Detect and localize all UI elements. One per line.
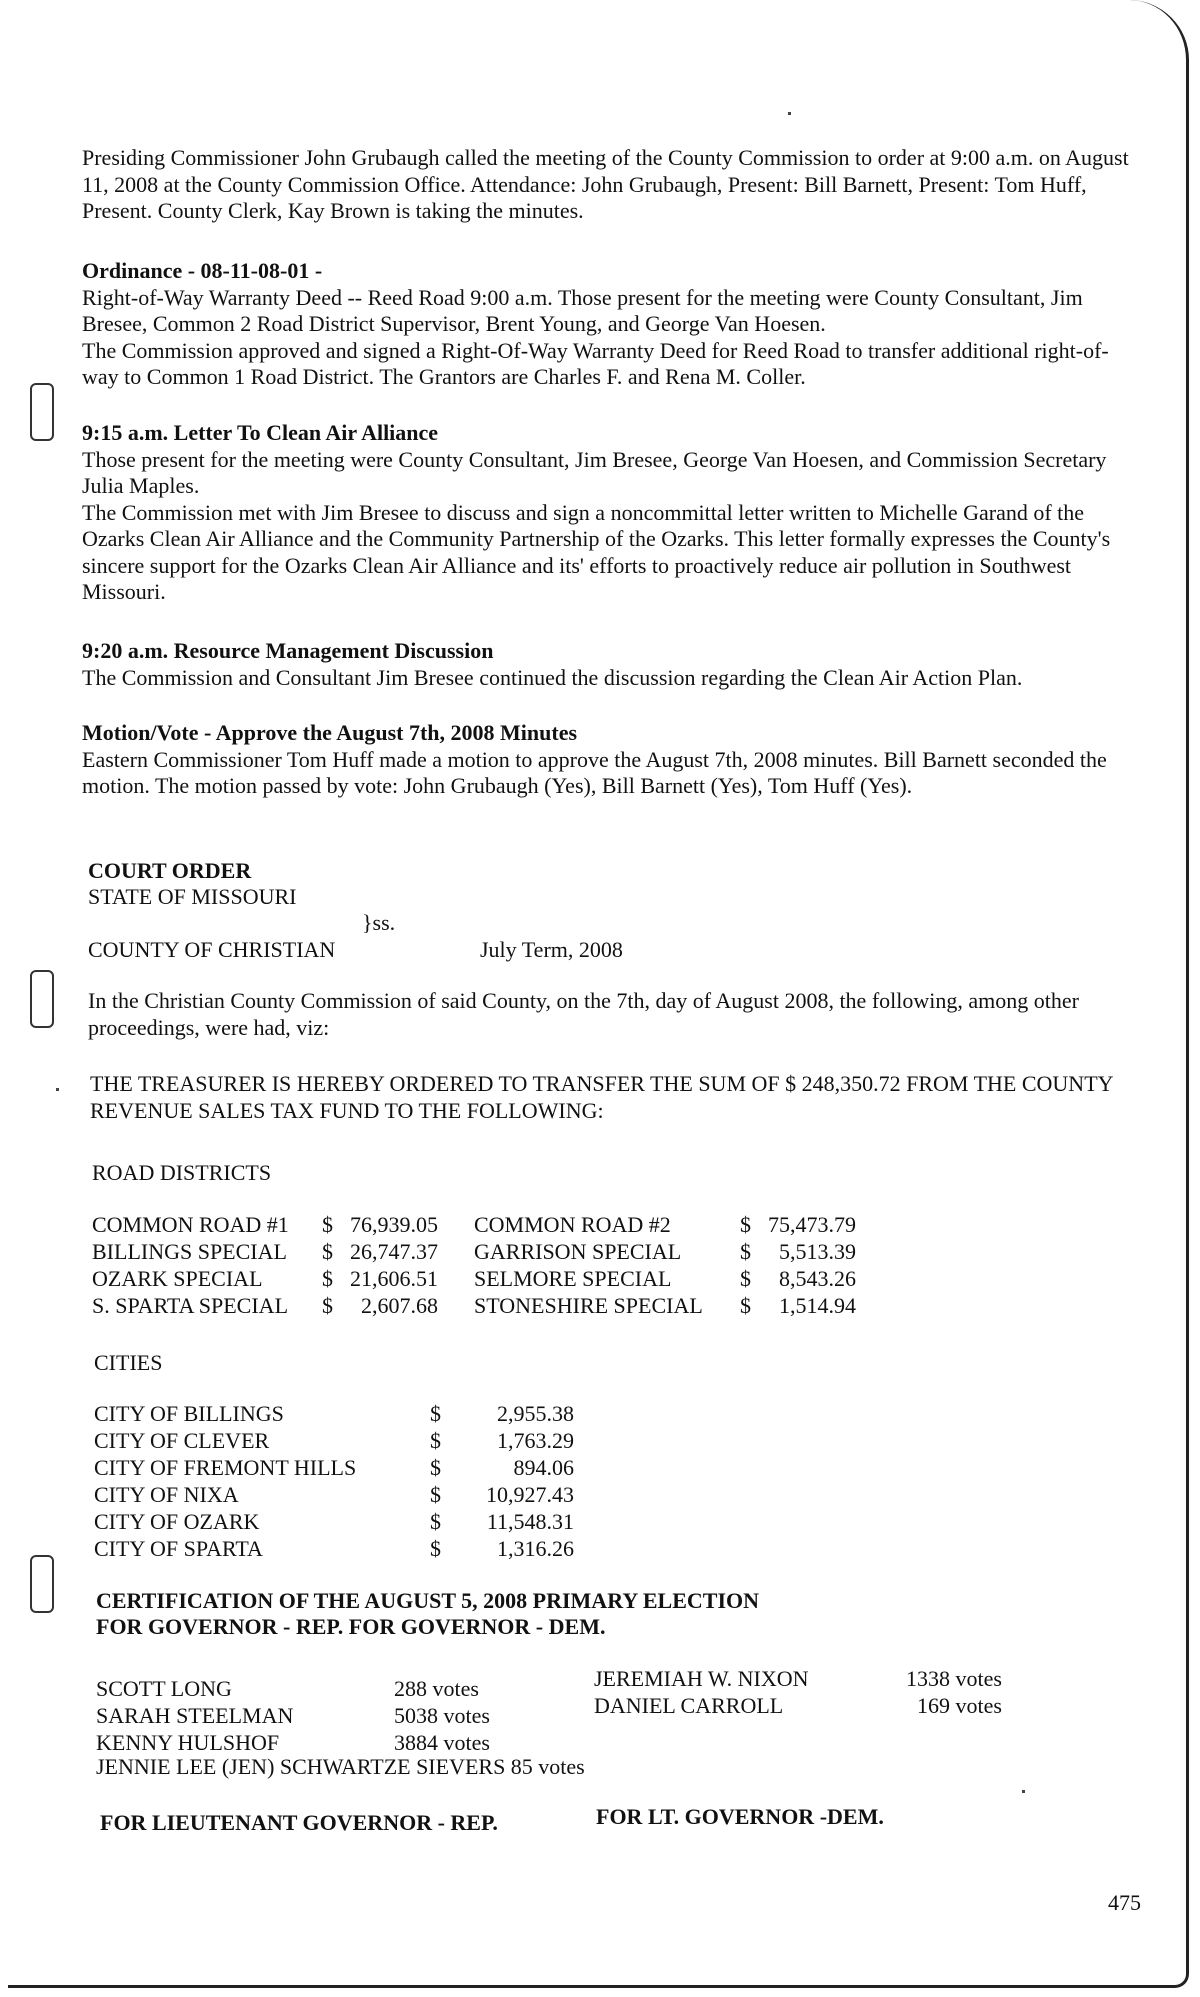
candidate-name: KENNY HULSHOF — [96, 1729, 280, 1755]
table-row — [92, 1292, 856, 1319]
table-row — [96, 1675, 514, 1702]
district-name: STONESHIRE SPECIAL — [474, 1292, 703, 1318]
candidate-name: JEREMIAH W. NIXON — [594, 1665, 809, 1691]
section-heading: Motion/Vote - Approve the August 7th, 2008 Minutes — [82, 720, 578, 745]
currency-symbol: $ — [430, 1481, 441, 1507]
table-row — [94, 1508, 574, 1535]
column-gap — [438, 1238, 474, 1265]
district-name: BILLINGS SPECIAL — [92, 1238, 287, 1264]
table-row — [594, 1692, 1002, 1719]
candidate-name: DANIEL CARROLL — [594, 1692, 784, 1718]
punch-hole-bottom — [30, 1555, 54, 1613]
district-amount: 76,939.05 — [350, 1211, 438, 1237]
court-order-ss: }ss. — [362, 910, 396, 935]
governor-heading: FOR GOVERNOR - REP. FOR GOVERNOR - DEM. — [96, 1614, 606, 1639]
order-text: THE TREASURER IS HEREBY ORDERED TO TRANSFER THE SUM OF $ 248,350.72 FROM THE COUNTY REVENUE SALES TAX FUND TO THE FOLLOWING: — [90, 1071, 1113, 1123]
lt-governor-dem-heading: FOR LT. GOVERNOR -DEM. — [596, 1804, 884, 1829]
intro-paragraph — [82, 145, 1132, 225]
governor-rep-extra: JENNIE LEE (JEN) SCHWARTZE SIEVERS 85 votes — [96, 1754, 585, 1779]
section-text: Eastern Commissioner Tom Huff made a motion to approve the August 7th, 2008 minutes. Bill Barnett seconded the motion. The motion passed by vote: John Grubaugh (Yes), Bill Barnett (Yes), Tom Huff (Yes). — [82, 746, 1107, 798]
district-name: COMMON ROAD #2 — [474, 1211, 671, 1237]
governor-dem-results — [594, 1665, 1002, 1719]
table-row — [94, 1400, 574, 1427]
section-heading: 9:15 a.m. Letter To Clean Air Alliance — [82, 420, 439, 445]
currency-symbol: $ — [322, 1211, 333, 1237]
section-heading: 9:20 a.m. Resource Management Discussion — [82, 638, 494, 663]
city-amount: 894.06 — [513, 1454, 574, 1480]
section-resource-management — [82, 638, 1132, 691]
city-name: CITY OF NIXA — [94, 1481, 239, 1507]
district-amount: 21,606.51 — [350, 1265, 438, 1291]
candidate-votes: 169 votes — [917, 1692, 1002, 1718]
column-gap — [438, 1265, 474, 1292]
currency-symbol: $ — [740, 1238, 751, 1264]
intro-text: Presiding Commissioner John Grubaugh called the meeting of the County Commission to order at 9:00 a.m. on August 11, 2008 at the County Commission Office. Attendance: John Grubaugh, Present: Bill Barnett, Present: Tom Huff, Present. County Clerk, Kay Brown is taking the minutes. — [82, 145, 1129, 223]
city-amount: 10,927.43 — [486, 1481, 574, 1507]
table-row — [92, 1265, 856, 1292]
district-name: OZARK SPECIAL — [92, 1265, 263, 1291]
table-row — [94, 1427, 574, 1454]
section-text: Those present for the meeting were County Consultant, Jim Bresee, George Van Hoesen, and Commission Secretary Julia Maples. — [82, 446, 1107, 498]
punch-hole-top — [30, 383, 54, 441]
court-order-title: COURT ORDER — [88, 858, 252, 883]
table-row — [92, 1211, 856, 1238]
court-order-county: COUNTY OF CHRISTIAN — [88, 937, 336, 962]
candidate-votes: 5038 votes — [394, 1702, 490, 1728]
page-number: 475 — [1108, 1890, 1141, 1915]
currency-symbol: $ — [430, 1427, 441, 1453]
road-districts-title: ROAD DISTRICTS — [92, 1160, 272, 1185]
punch-hole-middle — [30, 970, 54, 1028]
candidate-votes: 1338 votes — [906, 1665, 1002, 1691]
currency-symbol: $ — [322, 1265, 333, 1291]
district-name: GARRISON SPECIAL — [474, 1238, 682, 1264]
city-amount: 1,763.29 — [497, 1427, 574, 1453]
road-districts-table — [92, 1211, 856, 1319]
city-name: CITY OF BILLINGS — [94, 1400, 284, 1426]
currency-symbol: $ — [430, 1454, 441, 1480]
table-row — [594, 1665, 1002, 1692]
currency-symbol: $ — [322, 1238, 333, 1264]
section-text: The Commission approved and signed a Right-Of-Way Warranty Deed for Reed Road to transfer additional right-of-way to Common 1 Road District. The Grantors are Charles F. and Rena M. Coller. — [82, 337, 1109, 389]
candidate-votes: 288 votes — [394, 1675, 479, 1701]
district-amount: 1,514.94 — [779, 1292, 856, 1318]
court-order-term: July Term, 2008 — [480, 937, 623, 962]
district-amount: 2,607.68 — [361, 1292, 438, 1318]
section-text: The Commission met with Jim Bresee to discuss and sign a noncommittal letter written to Michelle Garand of the Ozarks Clean Air Alliance and the Community Partnership of the Ozarks. This letter formally expresses the County's sincere support for the Ozarks Clean Air Alliance and its' efforts to proactively reduce air pollution in Southwest Missouri. — [82, 499, 1111, 604]
city-name: CITY OF FREMONT HILLS — [94, 1454, 357, 1480]
district-amount: 75,473.79 — [768, 1211, 856, 1237]
district-amount: 5,513.39 — [779, 1238, 856, 1264]
treasurer-order — [90, 1071, 1120, 1124]
table-row — [94, 1481, 574, 1508]
court-order-preamble — [88, 988, 1128, 1041]
district-name: S. SPARTA SPECIAL — [92, 1292, 289, 1318]
table-row — [92, 1238, 856, 1265]
district-amount: 26,747.37 — [350, 1238, 438, 1264]
court-order-state: STATE OF MISSOURI — [88, 884, 297, 909]
preamble-text: In the Christian County Commission of said County, on the 7th, day of August 2008, the following, among other proceedings, were had, viz: — [88, 988, 1079, 1040]
cities-title: CITIES — [94, 1350, 163, 1375]
section-clean-air-letter — [82, 420, 1132, 606]
governor-rep-results — [96, 1675, 514, 1756]
district-name: SELMORE SPECIAL — [474, 1265, 672, 1291]
currency-symbol: $ — [430, 1508, 441, 1534]
currency-symbol: $ — [322, 1292, 333, 1318]
city-name: CITY OF CLEVER — [94, 1427, 270, 1453]
lt-governor-rep-heading: FOR LIEUTENANT GOVERNOR - REP. — [100, 1810, 498, 1835]
city-amount: 2,955.38 — [497, 1400, 574, 1426]
currency-symbol: $ — [740, 1292, 751, 1318]
table-row — [94, 1454, 574, 1481]
city-name: CITY OF OZARK — [94, 1508, 260, 1534]
election-title: CERTIFICATION OF THE AUGUST 5, 2008 PRIMARY ELECTION — [96, 1588, 760, 1613]
section-text: The Commission and Consultant Jim Bresee continued the discussion regarding the Clean Air Action Plan. — [82, 664, 1023, 690]
district-amount: 8,543.26 — [779, 1265, 856, 1291]
city-name: CITY OF SPARTA — [94, 1535, 263, 1561]
section-ordinance — [82, 258, 1132, 391]
city-amount: 11,548.31 — [486, 1508, 574, 1534]
candidate-name: SARAH STEELMAN — [96, 1702, 294, 1728]
currency-symbol: $ — [430, 1535, 441, 1561]
column-gap — [438, 1292, 474, 1319]
currency-symbol: $ — [740, 1211, 751, 1237]
section-motion-vote — [82, 720, 1132, 800]
table-row — [94, 1535, 574, 1562]
city-amount: 1,316.26 — [497, 1535, 574, 1561]
table-row — [96, 1702, 514, 1729]
section-text: Right-of-Way Warranty Deed -- Reed Road 9:00 a.m. Those present for the meeting were County Consultant, Jim Bresee, Common 2 Road District Supervisor, Brent Young, and George Van Hoesen. — [82, 284, 1083, 336]
cities-table — [94, 1400, 574, 1562]
currency-symbol: $ — [430, 1400, 441, 1426]
column-gap — [438, 1211, 474, 1238]
section-heading: Ordinance - 08-11-08-01 - — [82, 258, 323, 283]
district-name: COMMON ROAD #1 — [92, 1211, 289, 1237]
currency-symbol: $ — [740, 1265, 751, 1291]
table-row — [96, 1729, 514, 1756]
candidate-name: SCOTT LONG — [96, 1675, 232, 1701]
candidate-votes: 3884 votes — [394, 1729, 490, 1755]
